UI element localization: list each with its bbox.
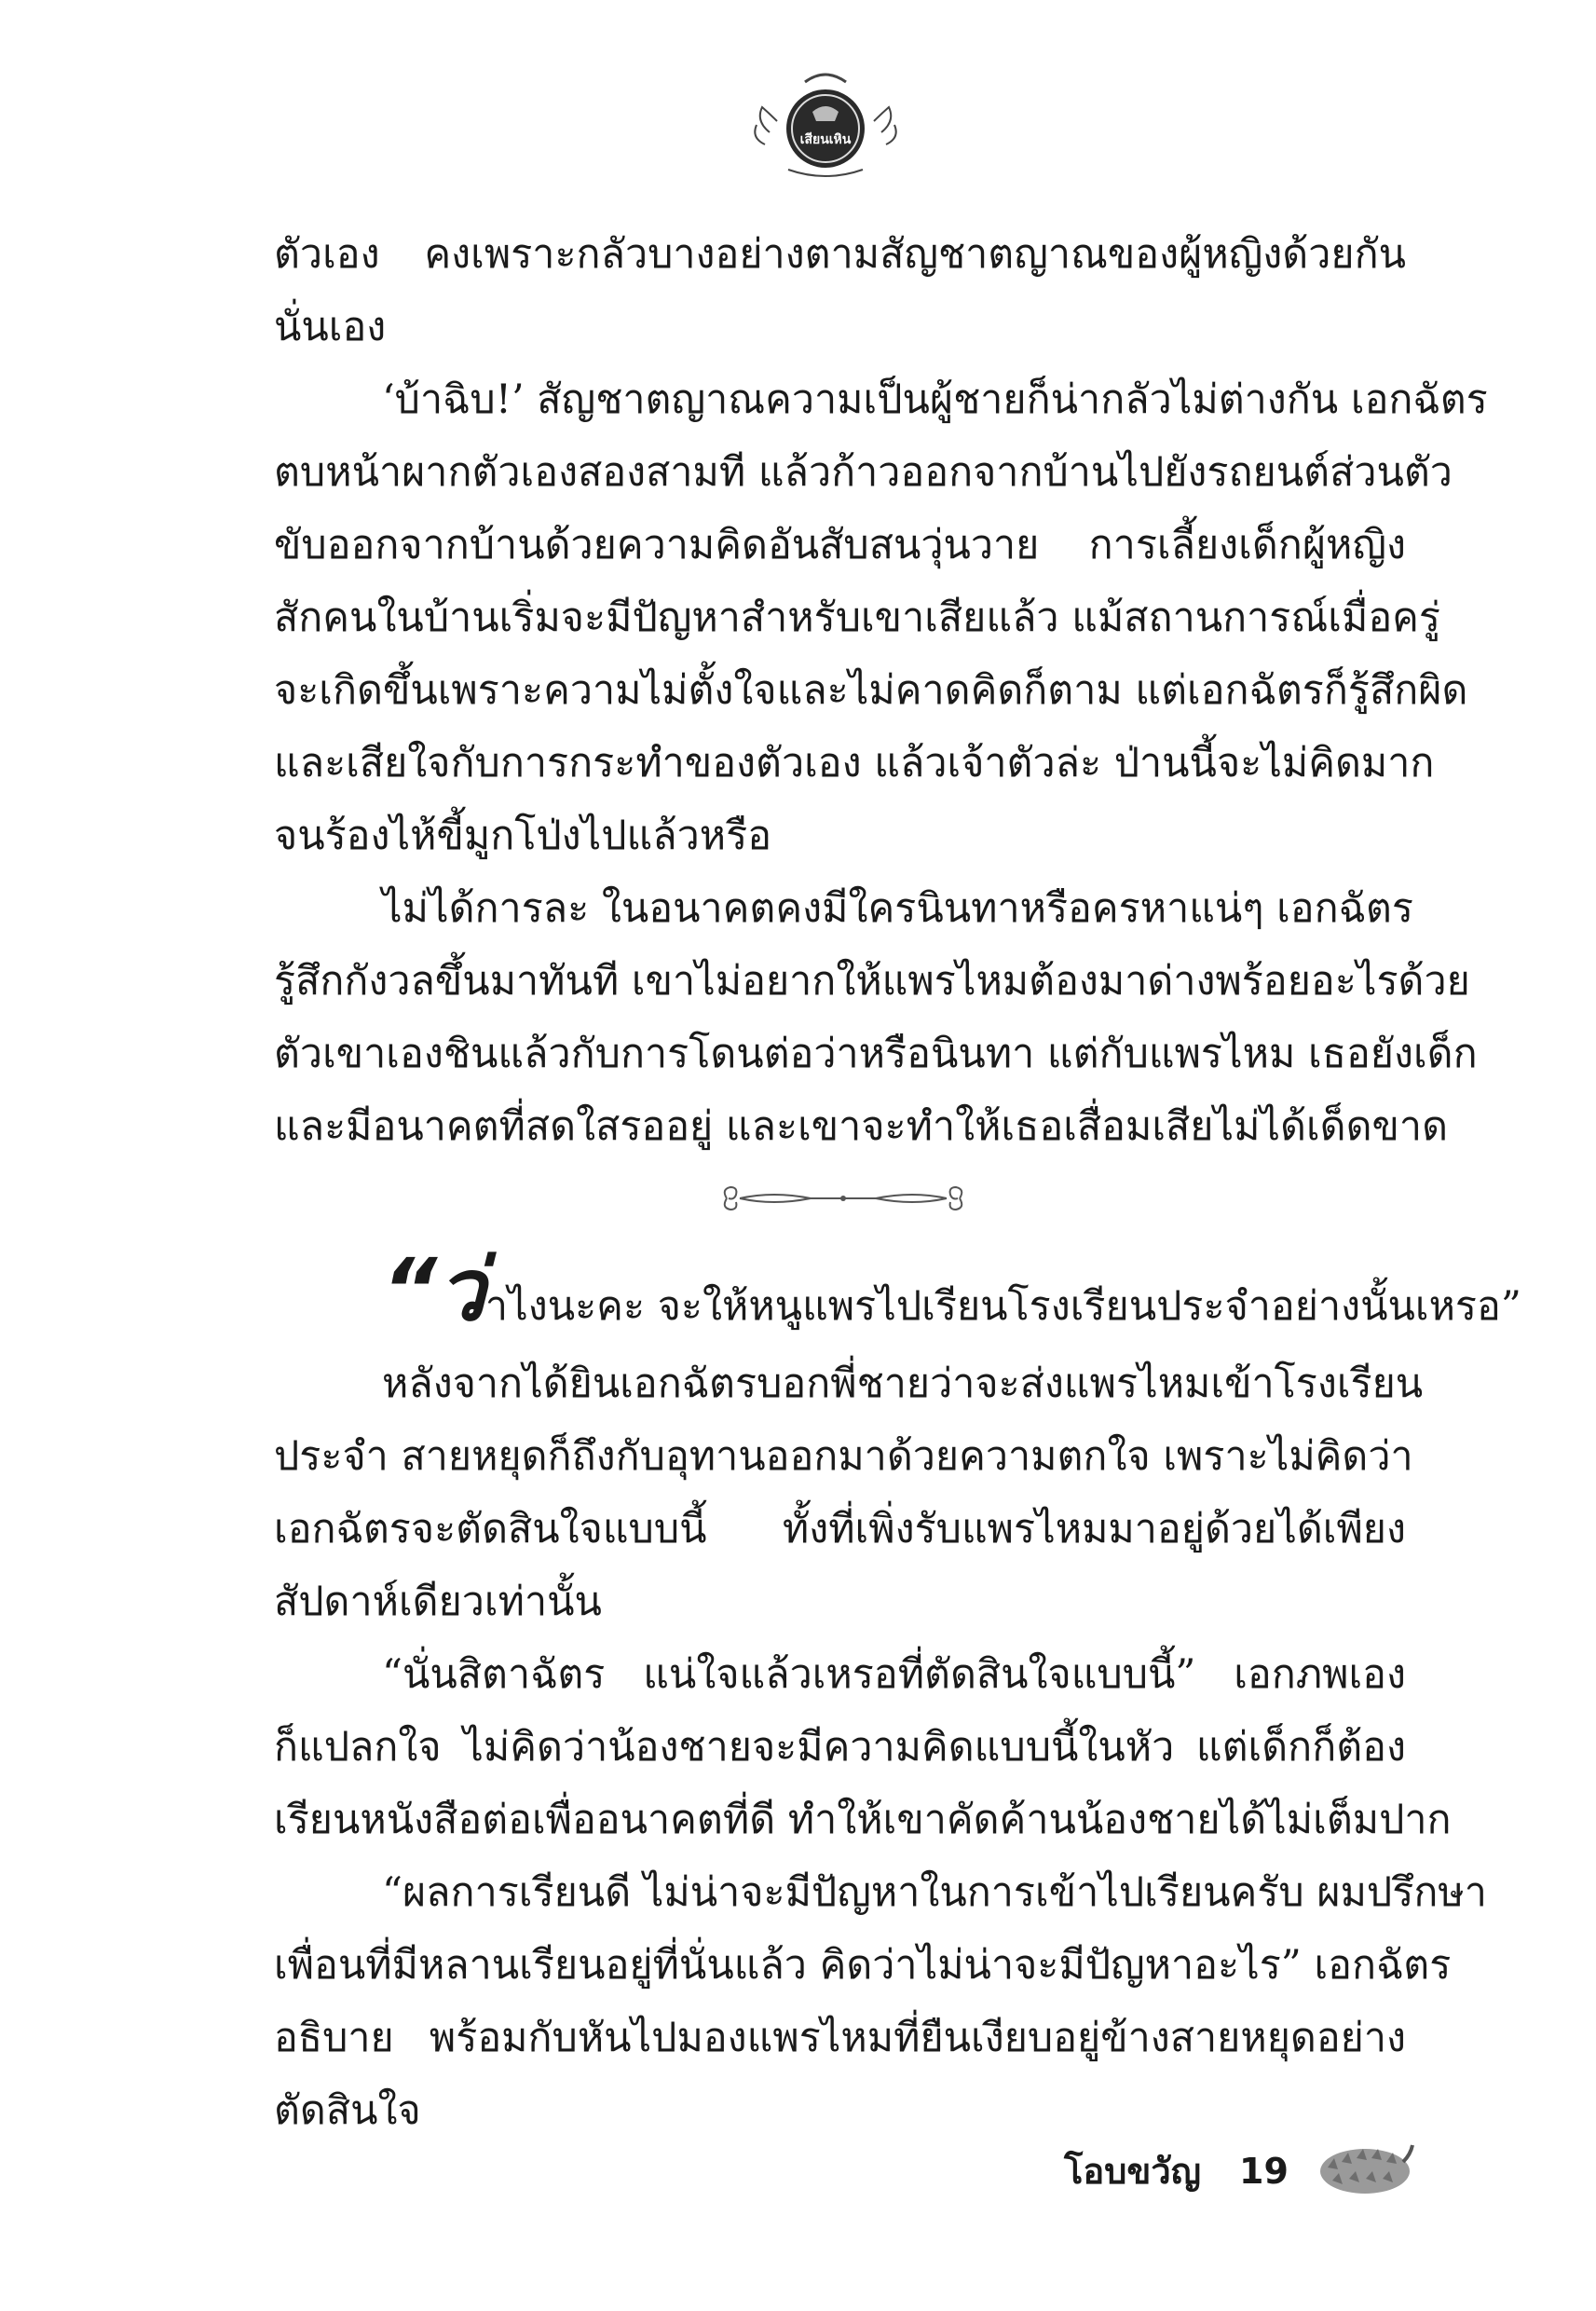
text-line: ประจำ สายหยุดก็ถึงกับอุทานออกมาด้วยความตกใจ เพราะไม่คิดว่า [274, 1433, 1413, 1480]
section-divider [717, 1178, 969, 1219]
text-line: “นั่นสิตาฉัตร แน่ใจแล้วเหรอที่ตัดสินใจแบบนี้” เอกภพเอง [382, 1651, 1406, 1698]
text-line: ก็แปลกใจ ไม่คิดว่าน้องชายจะมีความคิดแบบนี้ในหัว แต่เด็กก็ต้อง [274, 1724, 1406, 1771]
logo-text: เสียนเหิน [799, 132, 852, 147]
text-line: หลังจากได้ยินเอกฉัตรบอกพี่ชายว่าจะส่งแพรไหมเข้าโรงเรียน [382, 1361, 1424, 1407]
text-line: ตัวเขาเองชินแล้วกับการโดนต่อว่าหรือนินทา แต่กับแพรไหม เธอยังเด็ก [274, 1031, 1478, 1077]
opening-text: าไงนะคะ จะให้หนูแพรไปเรียนโรงเรียนประจำอย่างนั้นเหรอ” [484, 1283, 1521, 1330]
text-line: สัปดาห์เดียวเท่านั้น [274, 1579, 602, 1625]
page-footer [0, 2134, 1596, 2208]
text-line: อธิบาย พร้อมกับหันไปมองแพรไหมที่ยืนเงียบอยู่ข้างสายหยุดอย่าง [274, 2015, 1406, 2061]
text-line: ไม่ได้การละ ในอนาคตคงมีใครนินทาหรือครหาแน่ๆ เอกฉัตร [382, 885, 1413, 932]
page-number: 19 [1239, 2151, 1289, 2192]
text-line: และมีอนาคตที่สดใสรออยู่ และเขาจะทำให้เธอเสื่อมเสียไม่ได้เด็ดขาด [274, 1103, 1448, 1150]
text-line: จนร้องไห้ขี้มูกโป่งไปแล้วหรือ [274, 813, 772, 859]
chapter-opening-line [382, 1239, 1521, 1342]
book-title: โอบขวัญ [1064, 2151, 1202, 2192]
text-line: ตัวเอง คงเพราะกลัวบางอย่างตามสัญชาตญาณของผู้หญิงด้วยกัน [274, 231, 1406, 278]
text-line: ตบหน้าผากตัวเองสองสามที แล้วก้าวออกจากบ้านไปยังรถยนต์ส่วนตัว [274, 449, 1453, 496]
text-line: เรียนหนังสือต่อเพื่ออนาคตที่ดี ทำให้เขาคัดค้านน้องชายได้ไม่เต็มปาก [274, 1797, 1452, 1843]
text-line: นั่นเอง [274, 304, 387, 350]
text-line: ตัดสินใจ [274, 2087, 421, 2134]
text-line: รู้สึกกังวลขึ้นมาทันที เขาไม่อยากให้แพรไหมต้องมาด่างพร้อยอะไรด้วย [274, 958, 1470, 1005]
text-line: จะเกิดขึ้นเพราะความไม่ตั้งใจและไม่คาดคิดก็ตาม แต่เอกฉัตรก็รู้สึกผิด [274, 667, 1468, 714]
text-line: ขับออกจากบ้านด้วยความคิดอันสับสนวุ่นวาย การเลี้ยงเด็กผู้หญิง [274, 522, 1406, 568]
drop-cap: “ว่ [382, 1240, 485, 1340]
text-line: สักคนในบ้านเริ่มจะมีปัญหาสำหรับเขาเสียแล้ว แม้สถานการณ์เมื่อครู่ [274, 595, 1441, 641]
durian-icon [1314, 2134, 1416, 2199]
text-line: ‘บ้าฉิบ!’ สัญชาตญาณความเป็นผู้ชายก็น่ากลัวไม่ต่างกัน เอกฉัตร [382, 376, 1488, 423]
text-line: “ผลการเรียนดี ไม่น่าจะมีปัญหาในการเข้าไปเรียนครับ ผมปรึกษา [382, 1869, 1487, 1916]
text-line: เอกฉัตรจะตัดสินใจแบบนี้ ทั้งที่เพิ่งรับแพรไหมมาอยู่ด้วยได้เพียง [274, 1506, 1406, 1552]
text-line: และเสียใจกับการกระทำของตัวเอง แล้วเจ้าตัวล่ะ ป่านนี้จะไม่คิดมาก [274, 740, 1435, 786]
text-line: เพื่อนที่มีหลานเรียนอยู่ที่นั่นแล้ว คิดว่าไม่น่าจะมีปัญหาอะไร” เอกฉัตร [274, 1942, 1452, 1989]
